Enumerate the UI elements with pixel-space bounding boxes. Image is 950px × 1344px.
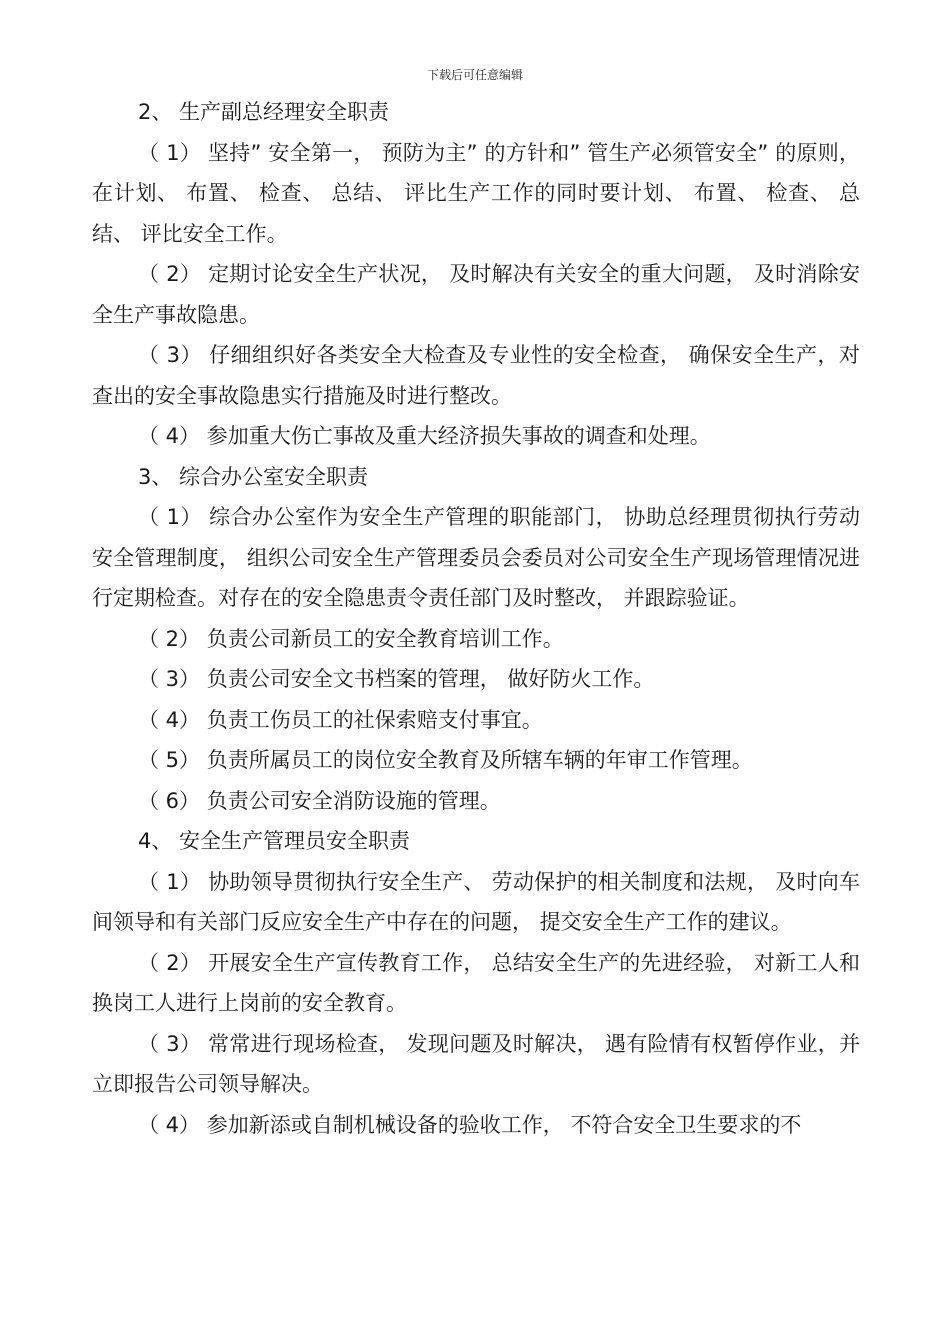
section-heading-2: 2、 生产副总经理安全职责 <box>138 100 390 124</box>
paragraph: （ 2） 开展安全生产宣传教育工作， 总结安全生产的先进经验， 对新工人和换岗工人进行上岗前的安全教育。 <box>92 950 860 1015</box>
paragraph: （ 3） 常常进行现场检查， 发现问题及时解决， 遇有险情有权暂停作业，并立即报告公司领导解决。 <box>92 1031 860 1096</box>
paragraph: （ 6） 负责公司安全消防设施的管理。 <box>138 788 501 813</box>
document-body <box>92 92 860 1145</box>
paragraph: （ 2） 定期讨论安全生产状况， 及时解决有关安全的重大问题， 及时消除安全生产事故隐患。 <box>92 262 860 327</box>
paragraph: （ 4） 负责工伤员工的社保索赔支付事宜。 <box>138 707 543 732</box>
paragraph: （ 5） 负责所属员工的岗位安全教育及所辖车辆的年审工作管理。 <box>138 748 753 772</box>
paragraph: （ 1） 综合办公室作为安全生产管理的职能部门， 协助总经理贯彻执行劳动安全管理制度， 组织公司安全生产管理委员会委员对公司安全生产现场管理情况进行定期检查。对存在的安全隐患责令责任部门及时整改， 并跟踪验证。 <box>92 505 860 610</box>
section-heading-4: 4、 安全生产管理员安全职责 <box>138 829 411 853</box>
paragraph: （ 4） 参加重大伤亡事故及重大经济损失事故的调查和处理。 <box>138 424 711 448</box>
paragraph: （ 3） 负责公司安全文书档案的管理， 做好防火工作。 <box>138 667 655 691</box>
section-heading-3: 3、 综合办公室安全职责 <box>138 464 369 489</box>
header-note: 下载后可任意编辑 <box>426 68 523 82</box>
paragraph: （ 4） 参加新添或自制机械设备的验收工作， 不符合安全卫生要求的不 <box>138 1112 802 1137</box>
paragraph: （ 1） 坚持” 安全第一， 预防为主” 的方针和” 管生产必须管安全” 的原则， 在计划、 布置、 检查、 总结、 评比生产工作的同时要计划、 布置、 检查、 总结、 评比安全工作。 <box>92 140 860 246</box>
paragraph: （ 2） 负责公司新员工的安全教育培训工作。 <box>138 626 564 651</box>
paragraph: （ 1） 协助领导贯彻执行安全生产、 劳动保护的相关制度和法规， 及时向车间领导和有关部门反应安全生产中存在的问题， 提交安全生产工作的建议。 <box>92 869 860 934</box>
paragraph: （ 3） 仔细组织好各类安全大检查及专业性的安全检查， 确保安全生产，对查出的安全事故隐患实行措施及时进行整改。 <box>92 343 860 408</box>
